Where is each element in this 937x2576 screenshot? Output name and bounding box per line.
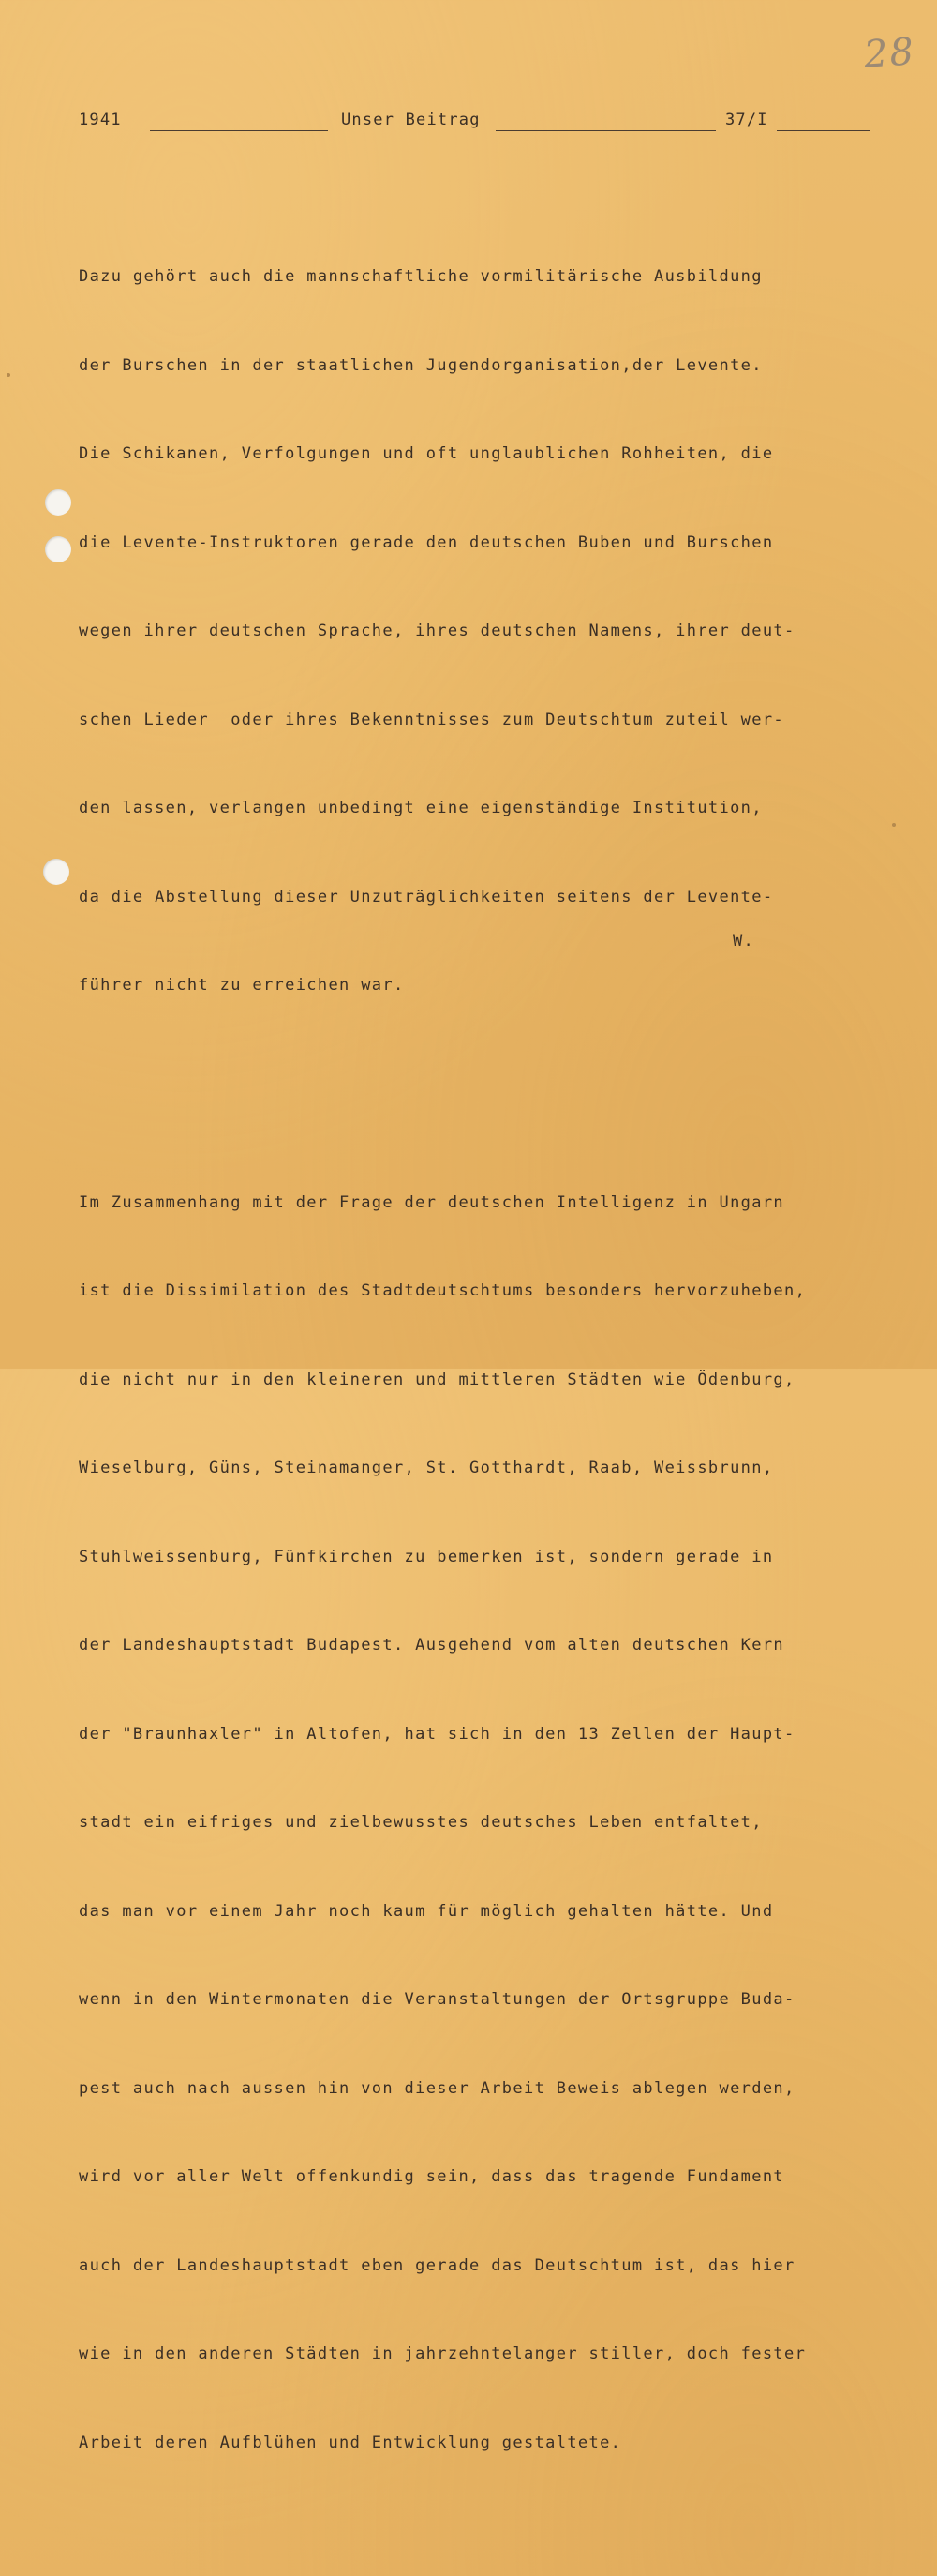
header-year: 1941 [79, 111, 122, 129]
text-line: der Burschen in der staatlichen Jugendorganisation,der Levente. [79, 355, 763, 375]
text-line: wird vor aller Welt offenkundig sein, dass das tragende Fundament [79, 2167, 785, 2186]
text-line: der "Braunhaxler" in Altofen, hat sich in den 13 Zellen der Haupt- [79, 1724, 796, 1744]
text-line: Im Zusammenhang mit der Frage der deutschen Intelligenz in Ungarn [79, 1192, 785, 1212]
paragraph-1 [79, 203, 885, 1060]
header-rule-middle [496, 130, 716, 131]
punch-hole [45, 489, 71, 516]
punch-hole [43, 859, 69, 885]
text-line: die Levente-Instruktoren gerade den deutschen Buben und Burschen [79, 532, 774, 552]
paper-speck [7, 373, 10, 377]
text-line: wenn in den Wintermonaten die Veranstaltungen der Ortsgruppe Buda- [79, 1990, 796, 2009]
text-line: stadt ein eifriges und zielbewusstes deutsches Leben entfaltet, [79, 1813, 763, 1832]
signature-initial: W. [733, 932, 755, 951]
punch-hole [45, 536, 71, 562]
folio-number: 28 [862, 30, 917, 77]
text-line: Arbeit deren Aufblühen und Entwicklung gestaltete. [79, 2433, 622, 2452]
body-text [79, 144, 885, 2576]
paragraph-2 [79, 1130, 885, 2518]
text-line: auch der Landeshauptstadt eben gerade das Deutschtum ist, das hier [79, 2255, 796, 2275]
page-header [79, 111, 870, 131]
text-line: schen Lieder oder ihres Bekenntnisses zum Deutschtum zuteil wer- [79, 710, 785, 729]
text-line: Wieselburg, Güns, Steinamanger, St. Gotthardt, Raab, Weissbrunn, [79, 1459, 774, 1477]
text-line: Stuhlweissenburg, Fünfkirchen zu bemerken ist, sondern gerade in [79, 1547, 774, 1566]
text-line: Die Schikanen, Verfolgungen und oft unglaublichen Rohheiten, die [79, 444, 774, 463]
text-line: wie in den anderen Städten in jahrzehntelanger stiller, doch fester [79, 2344, 807, 2363]
paper-speck [892, 823, 896, 827]
header-rule-right [777, 130, 870, 131]
text-line: wegen ihrer deutschen Sprache, ihres deutschen Namens, ihrer deut- [79, 622, 796, 640]
text-line: den lassen, verlangen unbedingt eine eigenständige Institution, [79, 799, 763, 817]
header-title: Unser Beitrag [341, 111, 481, 129]
text-line: pest auch nach aussen hin von dieser Arbeit Beweis ablegen werden, [79, 2078, 796, 2098]
text-line: der Landeshauptstadt Budapest. Ausgehend vom alten deutschen Kern [79, 1636, 785, 1655]
text-line: die nicht nur in den kleineren und mittleren Städten wie Ödenburg, [79, 1370, 796, 1389]
text-line: führer nicht zu erreichen war. [79, 976, 405, 995]
header-rule-left [150, 130, 328, 131]
text-line: ist die Dissimilation des Stadtdeutschtums besonders hervorzuheben, [79, 1281, 807, 1300]
text-line: da die Abstellung dieser Unzuträglichkeiten seitens der Levente- [79, 887, 774, 906]
text-line: Dazu gehört auch die mannschaftliche vormilitärische Ausbildung [79, 267, 763, 286]
text-line: das man vor einem Jahr noch kaum für möglich gehalten hätte. Und [79, 1901, 774, 1921]
header-number: 37/I [725, 111, 768, 129]
